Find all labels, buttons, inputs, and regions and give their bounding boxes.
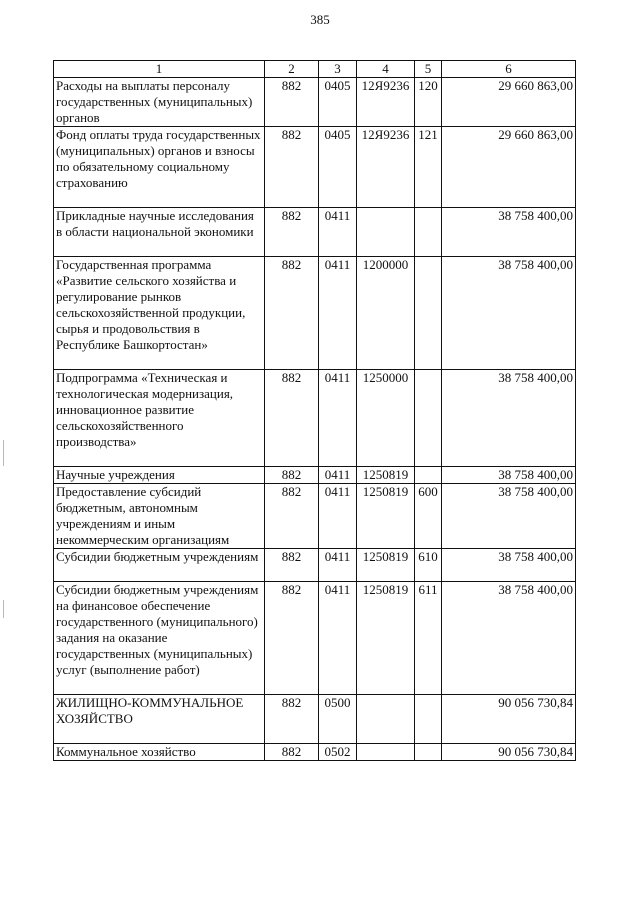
column-header-amount: 6 bbox=[442, 61, 576, 78]
row-section-code: 0405 bbox=[319, 127, 357, 208]
row-amount: 38 758 400,00 bbox=[442, 549, 576, 582]
row-ministry-code: 882 bbox=[265, 370, 319, 467]
row-type-code: 611 bbox=[415, 582, 442, 695]
column-header-type: 5 bbox=[415, 61, 442, 78]
table-row bbox=[54, 78, 576, 127]
row-type-code bbox=[415, 257, 442, 370]
table-row bbox=[54, 127, 576, 208]
row-type-code: 610 bbox=[415, 549, 442, 582]
row-section-code: 0500 bbox=[319, 695, 357, 744]
row-article-code: 1250819 bbox=[357, 467, 415, 484]
budget-table bbox=[53, 60, 576, 761]
row-section-code: 0411 bbox=[319, 549, 357, 582]
row-article-code: 1250819 bbox=[357, 549, 415, 582]
table-row bbox=[54, 467, 576, 484]
row-article-code: 12Я9236 bbox=[357, 127, 415, 208]
row-ministry-code: 882 bbox=[265, 695, 319, 744]
row-ministry-code: 882 bbox=[265, 582, 319, 695]
table-row bbox=[54, 484, 576, 549]
row-amount: 29 660 863,00 bbox=[442, 127, 576, 208]
row-name: Прикладные научные исследования в области национальной экономики bbox=[54, 208, 265, 257]
row-ministry-code: 882 bbox=[265, 467, 319, 484]
column-header-article: 4 bbox=[357, 61, 415, 78]
row-amount: 90 056 730,84 bbox=[442, 695, 576, 744]
row-type-code: 120 bbox=[415, 78, 442, 127]
row-type-code bbox=[415, 370, 442, 467]
column-header-ministry: 2 bbox=[265, 61, 319, 78]
row-article-code bbox=[357, 208, 415, 257]
row-name: ЖИЛИЩНО-КОММУНАЛЬНОЕ ХОЗЯЙСТВО bbox=[54, 695, 265, 744]
row-amount: 38 758 400,00 bbox=[442, 582, 576, 695]
row-name: Субсидии бюджетным учреждениям на финансовое обеспечение государственного (муниципального) задания на оказание государственных (муниципальных) услуг (выполнение работ) bbox=[54, 582, 265, 695]
column-header-name: 1 bbox=[54, 61, 265, 78]
row-ministry-code: 882 bbox=[265, 208, 319, 257]
row-article-code bbox=[357, 695, 415, 744]
row-amount: 29 660 863,00 bbox=[442, 78, 576, 127]
table-row bbox=[54, 582, 576, 695]
table-row bbox=[54, 695, 576, 744]
table-row bbox=[54, 208, 576, 257]
header-row bbox=[54, 61, 576, 78]
row-name: Фонд оплаты труда государственных (муниципальных) органов и взносы по обязательному социальному страхованию bbox=[54, 127, 265, 208]
row-article-code: 12Я9236 bbox=[357, 78, 415, 127]
row-name: Государственная программа «Развитие сельского хозяйства и регулирование рынков сельскохозяйственной продукции, сырья и продовольствия в Республике Башкортостан» bbox=[54, 257, 265, 370]
row-article-code: 1250819 bbox=[357, 582, 415, 695]
row-amount: 90 056 730,84 bbox=[442, 744, 576, 761]
row-type-code bbox=[415, 744, 442, 761]
row-name: Научные учреждения bbox=[54, 467, 265, 484]
row-ministry-code: 882 bbox=[265, 257, 319, 370]
row-section-code: 0411 bbox=[319, 484, 357, 549]
table-row bbox=[54, 370, 576, 467]
row-section-code: 0411 bbox=[319, 208, 357, 257]
row-section-code: 0502 bbox=[319, 744, 357, 761]
row-name: Субсидии бюджетным учреждениям bbox=[54, 549, 265, 582]
row-section-code: 0411 bbox=[319, 467, 357, 484]
row-type-code: 600 bbox=[415, 484, 442, 549]
row-article-code: 1250819 bbox=[357, 484, 415, 549]
table-row bbox=[54, 257, 576, 370]
row-section-code: 0411 bbox=[319, 582, 357, 695]
row-ministry-code: 882 bbox=[265, 549, 319, 582]
row-ministry-code: 882 bbox=[265, 744, 319, 761]
row-ministry-code: 882 bbox=[265, 127, 319, 208]
row-type-code: 121 bbox=[415, 127, 442, 208]
row-amount: 38 758 400,00 bbox=[442, 208, 576, 257]
row-name: Предоставление субсидий бюджетным, автономным учреждениям и иным некоммерческим организациям bbox=[54, 484, 265, 549]
row-section-code: 0411 bbox=[319, 257, 357, 370]
row-section-code: 0405 bbox=[319, 78, 357, 127]
row-article-code bbox=[357, 744, 415, 761]
row-ministry-code: 882 bbox=[265, 78, 319, 127]
row-article-code: 1200000 bbox=[357, 257, 415, 370]
row-section-code: 0411 bbox=[319, 370, 357, 467]
scan-margin-mark bbox=[3, 600, 4, 618]
table-row bbox=[54, 744, 576, 761]
row-ministry-code: 882 bbox=[265, 484, 319, 549]
table-row bbox=[54, 549, 576, 582]
row-type-code bbox=[415, 467, 442, 484]
row-amount: 38 758 400,00 bbox=[442, 467, 576, 484]
row-amount: 38 758 400,00 bbox=[442, 370, 576, 467]
scan-margin-mark bbox=[3, 440, 4, 466]
row-type-code bbox=[415, 695, 442, 744]
row-name: Коммунальное хозяйство bbox=[54, 744, 265, 761]
row-amount: 38 758 400,00 bbox=[442, 484, 576, 549]
row-amount: 38 758 400,00 bbox=[442, 257, 576, 370]
row-name: Подпрограмма «Техническая и технологическая модернизация, инновационное развитие сельскохозяйственного производства» bbox=[54, 370, 265, 467]
row-name: Расходы на выплаты персоналу государственных (муниципальных) органов bbox=[54, 78, 265, 127]
column-header-section: 3 bbox=[319, 61, 357, 78]
row-article-code: 1250000 bbox=[357, 370, 415, 467]
row-type-code bbox=[415, 208, 442, 257]
page-number: 385 bbox=[310, 12, 330, 27]
